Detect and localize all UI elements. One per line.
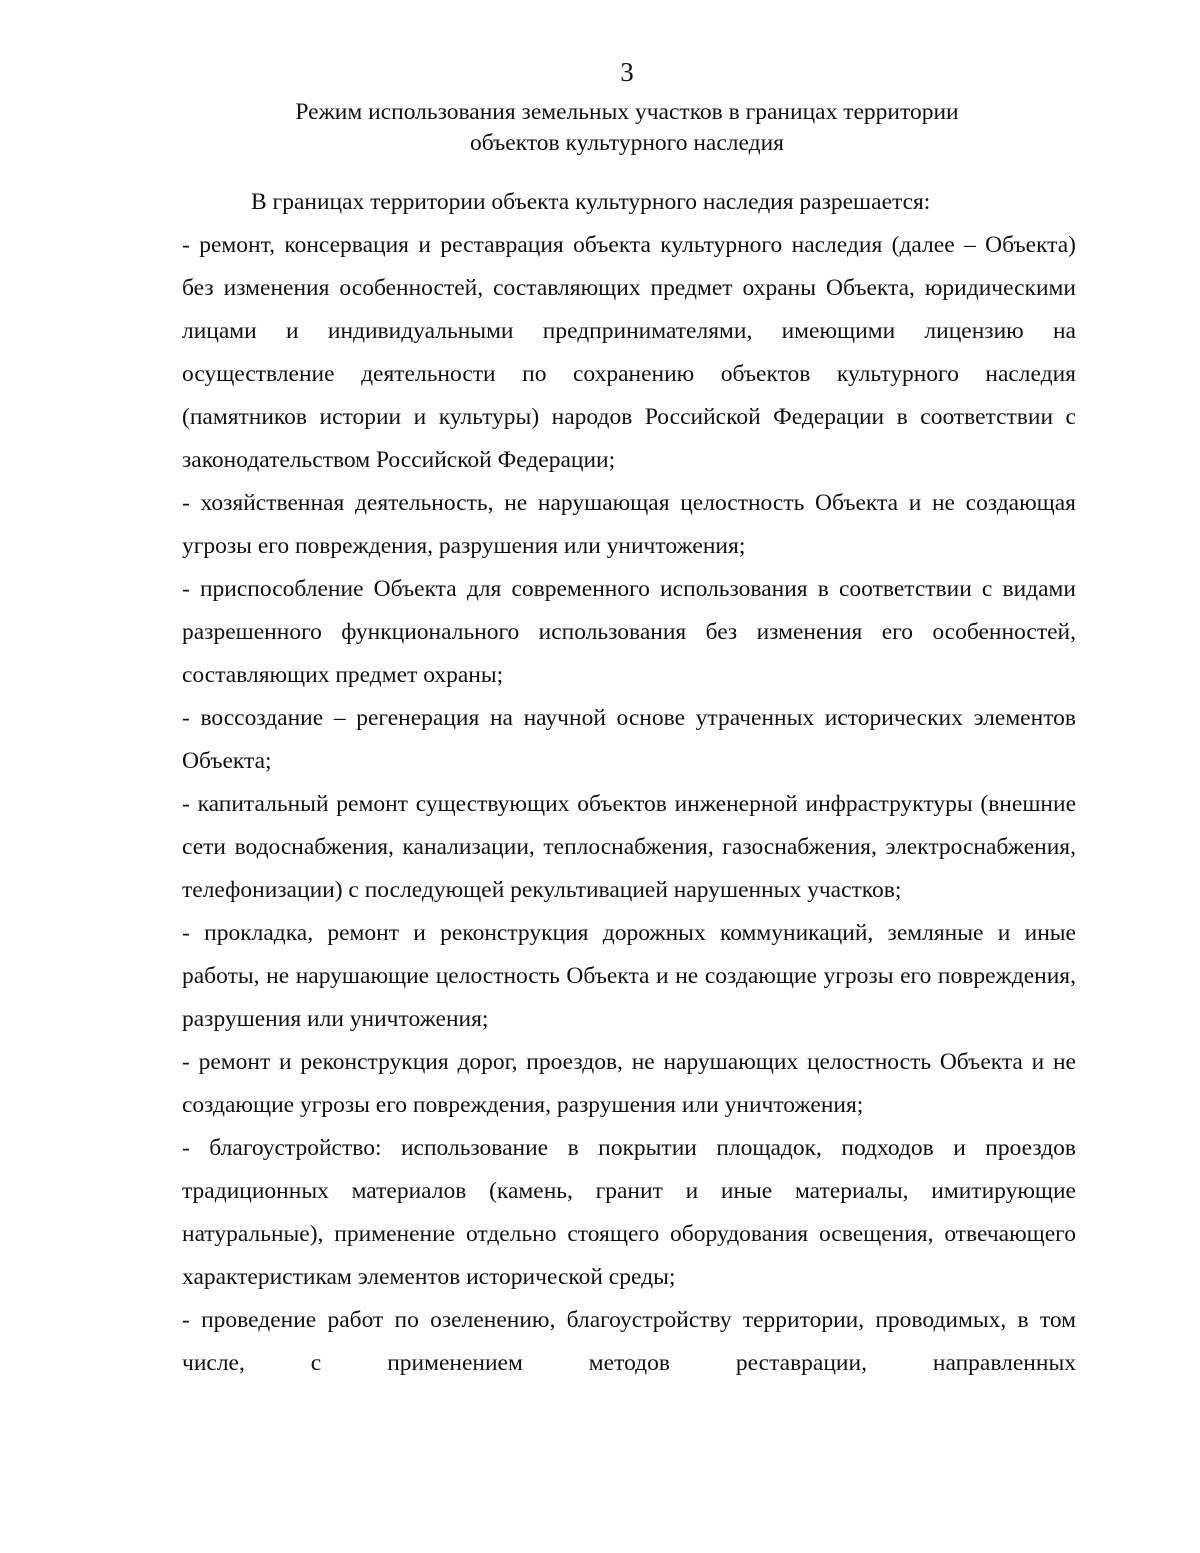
page-number: 3 xyxy=(620,57,634,87)
list-item: - воссоздание – регенерация на научной основе утраченных исторических элементов Объекта; xyxy=(182,705,1076,774)
list-item: - хозяйственная деятельность, не нарушающая целостность Объекта и не создающая угрозы его повреждения, разрушения или уничтожения; xyxy=(182,490,1076,559)
list-item: - проведение работ по озеленению, благоустройству территории, проводимых, в том числе, с применением методов реставрации, направленных xyxy=(182,1307,1076,1376)
list-item: - ремонт и реконструкция дорог, проездов, не нарушающих целостность Объекта и не создающие угрозы его повреждения, разрушения или уничтожения; xyxy=(182,1049,1076,1118)
section-heading-line-2: объектов культурного наследия xyxy=(470,130,784,156)
list-item: - капитальный ремонт существующих объектов инженерной инфраструктуры (внешние сети водоснабжения, канализации, теплоснабжения, газоснабжения, электроснабжения, телефонизации) с последующей рекультивацией нарушенных участков; xyxy=(182,791,1076,903)
list-item: - ремонт, консервация и реставрация объекта культурного наследия (далее – Объекта) без изменения особенностей, составляющих предмет охраны Объекта, юридическими лицами и индивидуальными предпринимателями, имеющими лицензию на осуществление деятельности по сохранению объектов культурного наследия (памятников истории и культуры) народов Российской Федерации в соответствии с законодательством Российской Федерации; xyxy=(182,232,1076,473)
section-heading-line-1: Режим использования земельных участков в границах территории xyxy=(295,99,959,125)
list-item: - благоустройство: использование в покрытии площадок, подходов и проездов традиционных материалов (камень, гранит и иные материалы, имитирующие натуральные), применение отдельно стоящего оборудования освещения, отвечающего характеристикам элементов исторической среды; xyxy=(182,1135,1076,1290)
intro-paragraph: В границах территории объекта культурного наследия разрешается: xyxy=(251,189,931,215)
body-text xyxy=(182,181,1076,1385)
list-item: - прокладка, ремонт и реконструкция дорожных коммуникаций, земляные и иные работы, не нарушающие целостность Объекта и не создающие угрозы его повреждения, разрушения или уничтожения; xyxy=(182,920,1076,1032)
list-item: - приспособление Объекта для современного использования в соответствии с видами разрешенного функционального использования без изменения его особенностей, составляющих предмет охраны; xyxy=(182,576,1076,688)
section-heading xyxy=(0,97,1200,159)
